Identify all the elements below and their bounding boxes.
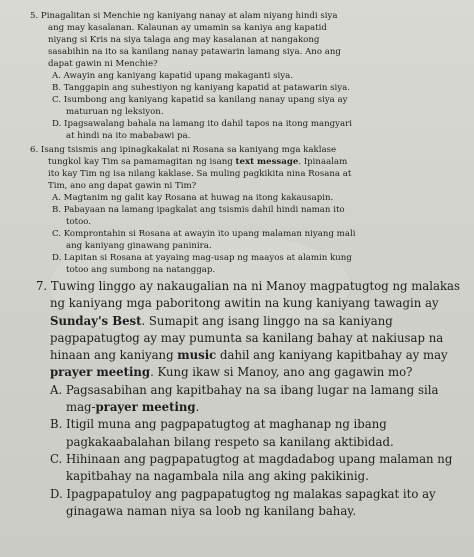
q5-choice-d-line-1: D. Ipagsawalang bahala na lamang ito dahil tapos na itong mangyari (52, 119, 352, 129)
q5-choice-d-line-2: at hindi na ito mababawi pa. (66, 131, 191, 141)
q5-choice-c-line-2: maturuan ng leksiyon. (66, 107, 164, 117)
q6-stem-line-1: 6. Isang tsismis ang ipinagkakalat ni Rosana sa kaniyang mga kaklase (30, 145, 337, 155)
q7-choice-c-line-2: kapitbahay na nagambala nila ang aking pakikinig. (66, 469, 369, 484)
question-5 (30, 10, 460, 142)
q7-choice-a (30, 382, 460, 417)
q5-stem-line-3: niyang si Kris na siya talaga ang may kasalanan at nangakong (48, 35, 320, 45)
q6-choice-c-line-2: ang kaniyang ginawang paninira. (66, 241, 212, 251)
q5-choice-b (30, 82, 460, 94)
q6-choice-d (30, 252, 460, 276)
q5-stem-line-5: dapat gawin ni Menchie? (48, 59, 158, 69)
q5-stem-line-4: sasabihin na ito sa kanilang nanay patawarin lamang siya. Ano ang (48, 47, 341, 57)
q7-choice-d-line-1: D. Ipagpapatuloy ang pagpapatugtog ng malakas sapagkat ito ay (50, 486, 436, 501)
q6-choice-b-line-2: totoo. (66, 217, 92, 227)
q7-stem-line-2: ng kaniyang mga paboritong awitin na kung kaniyang tawagin ay (50, 296, 439, 311)
q7-stem-line-4: pagpapatugtog ay may pumunta sa kanilang bahay at nakiusap na (50, 330, 444, 345)
q5-choice-c-line-1: C. Isumbong ang kaniyang kapatid sa kanilang nanay upang siya ay (52, 95, 348, 105)
q5-choice-a-line-1: A. Awayin ang kaniyang kapatid upang makaganti siya. (52, 71, 293, 81)
q7-choice-c (30, 451, 460, 486)
q6-choice-b-line-1: B. Pabayaan na lamang ipagkalat ang tsismis dahil hindi naman ito (52, 205, 345, 215)
question-list (30, 10, 460, 522)
q6-choice-c (30, 228, 460, 252)
q7-stem-line-1: 7. Tuwing linggo ay nakaugalian na ni Manoy magpatugtog ng malakas (36, 279, 461, 293)
q5-stem-line-1: 5. Pinagalitan si Menchie ng kaniyang nanay at alam niyang hindi siya (30, 11, 338, 21)
q7-stem-line-3: Sunday's Best. Sumapit ang isang linggo na sa kaniyang (50, 313, 393, 328)
q7-choice-d (30, 486, 460, 521)
q5-choice-d (30, 118, 460, 142)
q6-choice-a (30, 192, 460, 204)
q5-choice-a (30, 70, 460, 82)
q5-choice-b-line-1: B. Tanggapin ang suhestiyon ng kaniyang kapatid at patawarin siya. (52, 83, 351, 93)
q6-choice-d-line-2: totoo ang sumbong na natanggap. (66, 265, 216, 275)
q6-choice-c-line-1: C. Komprontahin si Rosana at awayin ito upang malaman niyang mali (52, 229, 356, 239)
q6-choice-b (30, 204, 460, 228)
q6-stem-line-3: ito kay Tim ng isa nilang kaklase. Sa muling pagkikita nina Rosana at (48, 169, 352, 179)
q7-choice-b-line-2: pagkakaabalahan bilang respeto sa kanilang aktibidad. (66, 434, 394, 449)
q6-choice-a-line-1: A. Magtanim ng galit kay Rosana at huwag na itong kakausapin. (52, 193, 334, 203)
q7-stem-line-5: hinaan ang kaniyang music dahil ang kaniyang kapitbahay ay may (50, 348, 448, 363)
q7-choice-a-line-2: mag-prayer meeting. (66, 400, 200, 415)
q7-choice-c-line-1: C. Hihinaan ang pagpapatugtog at magdadabog upang malaman ng (50, 451, 453, 466)
q7-choice-d-line-2: ginagawa naman niya sa loob ng kanilang bahay. (66, 503, 357, 518)
q5-stem-line-2: ang may kasalanan. Kalaunan ay umamin sa kaniya ang kapatid (48, 23, 327, 33)
q7-choice-b (30, 416, 460, 451)
q6-stem-line-4: Tim, ano ang dapat gawin ni Tim? (48, 181, 197, 191)
q6-choice-d-line-1: D. Lapitan si Rosana at yayaing mag-usap ng maayos at alamin kung (52, 253, 352, 263)
q7-stem-line-6: prayer meeting. Kung ikaw si Manoy, ano ang gagawin mo? (50, 365, 413, 380)
question-7 (30, 278, 460, 520)
q6-stem-line-2: tungkol kay Tim sa pamamagitan ng isang text message. Ipinaalam (48, 157, 348, 167)
q7-choice-a-line-1: A. Pagsasabihan ang kapitbahay na sa ibang lugar na lamang sila (50, 382, 439, 397)
q7-choice-b-line-1: B. Itigil muna ang pagpapatugtog at maghanap ng ibang (50, 417, 387, 432)
question-6 (30, 144, 460, 276)
q5-choice-c (30, 94, 460, 118)
